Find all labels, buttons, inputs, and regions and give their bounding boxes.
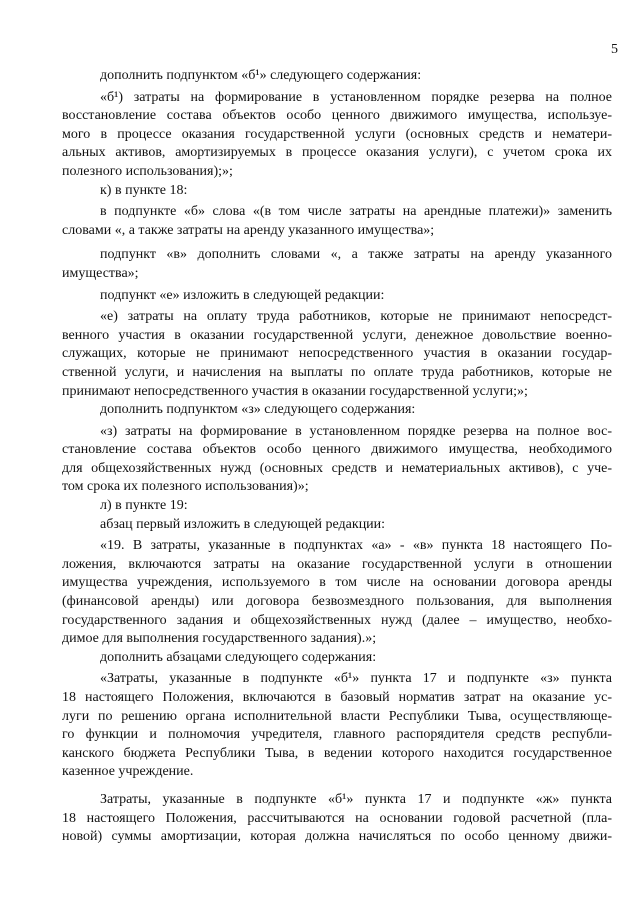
text-line: дополнить подпунктом «б¹» следующего содержания:	[100, 68, 422, 83]
text-line: (финансовой аренды) или договора безвозмездного пользования, для выполнения	[62, 594, 612, 610]
text-line: абзац первый изложить в следующей редакции:	[100, 516, 386, 532]
text-line: государственного задания и общехозяйственных нужд (далее – имущество, необхо-	[62, 612, 612, 628]
text-line: альных активов, амортизируемых в процессе оказания услуги), с учетом срока их	[62, 145, 612, 161]
text-line: Затраты, указанные в подпункте «б¹» пункта 17 и подпункте «ж» пункта	[100, 791, 612, 807]
text-line: «з) затраты на формирование в установленном порядке резерва на полное вос-	[100, 423, 612, 439]
text-line: дополнить абзацами следующего содержания:	[100, 649, 377, 665]
text-line: казенное учреждение.	[62, 764, 194, 780]
text-line: дополнить подпунктом «з» следующего содержания:	[100, 402, 416, 418]
text-line: «б¹) затраты на формирование в установленном порядке резерва на полное	[100, 89, 612, 105]
text-line: становление состава объектов особо ценного движимого имущества, необходимого	[62, 442, 612, 458]
text-line: ственной услуги, и начисления на выплаты по оплате труда работников, которые не	[62, 364, 612, 380]
text-line: л) в пункте 19:	[100, 498, 188, 514]
text-line: мого в процессе оказания государственной услуги (основных средств и нематери-	[62, 126, 612, 142]
text-line: имущества учреждения, используемого в том числе на основании договора аренды	[62, 575, 612, 591]
text-line: «Затраты, указанные в подпункте «б¹» пункта 17 и подпункте «з» пункта	[100, 671, 612, 687]
text-line: димое для выполнения государственного задания).»;	[62, 631, 377, 647]
text-line: луги по решению органа исполнительной власти Республики Тыва, осуществляюще-	[62, 708, 612, 724]
text-line: восстановление состава объектов особо ценного движимого имущества, используе-	[62, 108, 612, 124]
text-line: к) в пункте 18:	[100, 182, 188, 198]
text-line: полезного использования);»;	[62, 163, 233, 179]
text-line: подпункт «в» дополнить словами «, а также затраты на аренду указанного	[100, 247, 612, 263]
text-line: для общехозяйственных нужд (основных средств и нематериальных активов), с уче-	[62, 460, 612, 476]
document-body	[62, 67, 612, 847]
text-line: канского бюджета Республики Тыва, в ведении которого находится государственное	[62, 745, 612, 761]
text-line: 18 настоящего Положения, включаются в базовый норматив затрат на оказание ус-	[62, 690, 612, 705]
text-line: венного участия в оказании государственной услуги, денежное довольствие военно-	[62, 327, 612, 343]
text-line: словами «, а также затраты на аренду указанного имущества»;	[62, 222, 435, 238]
text-line: том срока их полезного использования)»;	[62, 479, 309, 495]
text-line: го функции и полномочия учредителя, главного распорядителя средств республи-	[62, 727, 612, 743]
text-line: имущества»;	[62, 265, 139, 281]
text-line: «19. В затраты, указанные в подпунктах «а» - «в» пункта 18 настоящего По-	[100, 538, 612, 554]
text-line: служащих, которые не принимают непосредственного участия в оказании государ-	[62, 346, 612, 362]
text-line: в подпункте «б» слова «(в том числе затраты на арендные платежи)» заменить	[100, 204, 612, 220]
text-line: подпункт «е» изложить в следующей редакции:	[100, 287, 385, 303]
text-line: ложения, включаются затраты на оказание государственной услуги в отношении	[62, 556, 612, 572]
text-line: «е) затраты на оплату труда работников, которые не принимают непосредст-	[100, 309, 612, 325]
text-line: принимают непосредственного участия в оказании государственной услуги;»;	[62, 383, 528, 399]
text-line: 18 настоящего Положения, рассчитываются на основании годовой расчетной (пла-	[62, 810, 612, 826]
page-number: 5	[611, 42, 618, 57]
text-line: новой) суммы амортизации, которая должна начисляться по особо ценному движи-	[62, 829, 612, 845]
